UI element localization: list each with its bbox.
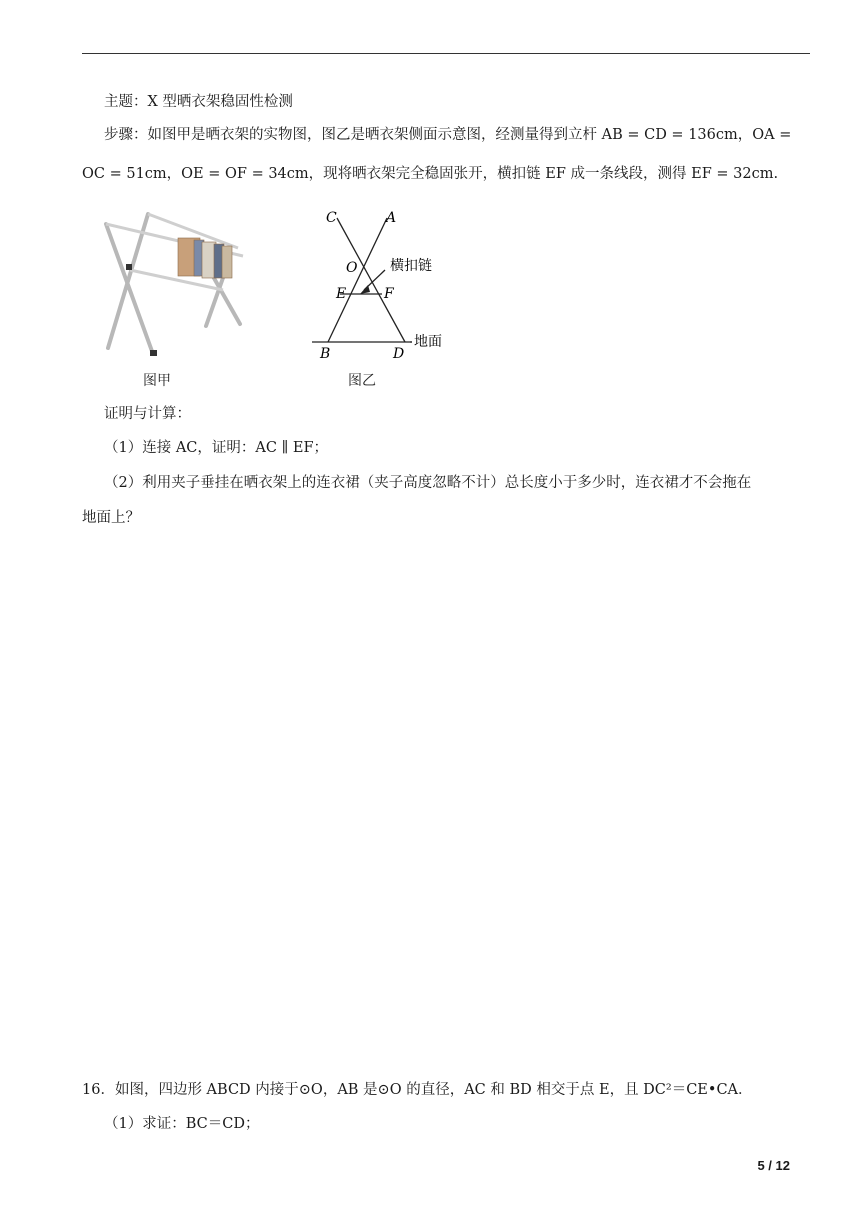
label-B: B [320,346,331,362]
problem-16-line-1: 16．如图，四边形 ABCD 内接于⊙O，AB 是⊙O 的直径，AC 和 BD 相交于点 E，且 DC²＝CE•CA． [82,1082,753,1098]
label-C: C [326,210,337,226]
question-2-line-1: （2）利用夹子垂挂在晒衣架上的连衣裙（夹子高度忽略不计）总长度小于多少时，连衣裙才不会拖在 [104,475,752,491]
label-O: O [346,260,358,276]
question-1: （1）连接 AC，证明：AC ∥ EF； [104,440,329,456]
figure-yi-diagram [300,204,460,364]
topic-line: 主题：X 型晒衣架稳固性检测 [104,94,293,110]
photo-caption: 图甲 [143,373,171,389]
label-E: E [336,286,347,302]
header-rule [82,53,810,54]
label-ground: 地面 [414,334,442,350]
steps-line-2: OC = 51cm，OE = OF = 34cm，现将晒衣架完全稳固张开，横扣链 EF 成一条线段，测得 EF = 32cm. [82,166,779,182]
steps-line-1: 步骤：如图甲是晒衣架的实物图，图乙是晒衣架侧面示意图，经测量得到立杆 AB = CD = 136cm，OA = [104,127,792,143]
problem-16-line-2: （1）求证：BC＝CD； [104,1116,260,1132]
proof-heading: 证明与计算： [104,406,191,422]
diagram-caption: 图乙 [348,373,376,389]
question-2-line-2: 地面上？ [82,510,140,526]
label-F: F [384,286,394,302]
label-D: D [393,346,405,362]
label-A: A [386,210,397,226]
figure-jia-photo [98,206,248,362]
label-chain: 横扣链 [390,258,432,274]
page-number: 5 / 12 [757,1158,790,1173]
